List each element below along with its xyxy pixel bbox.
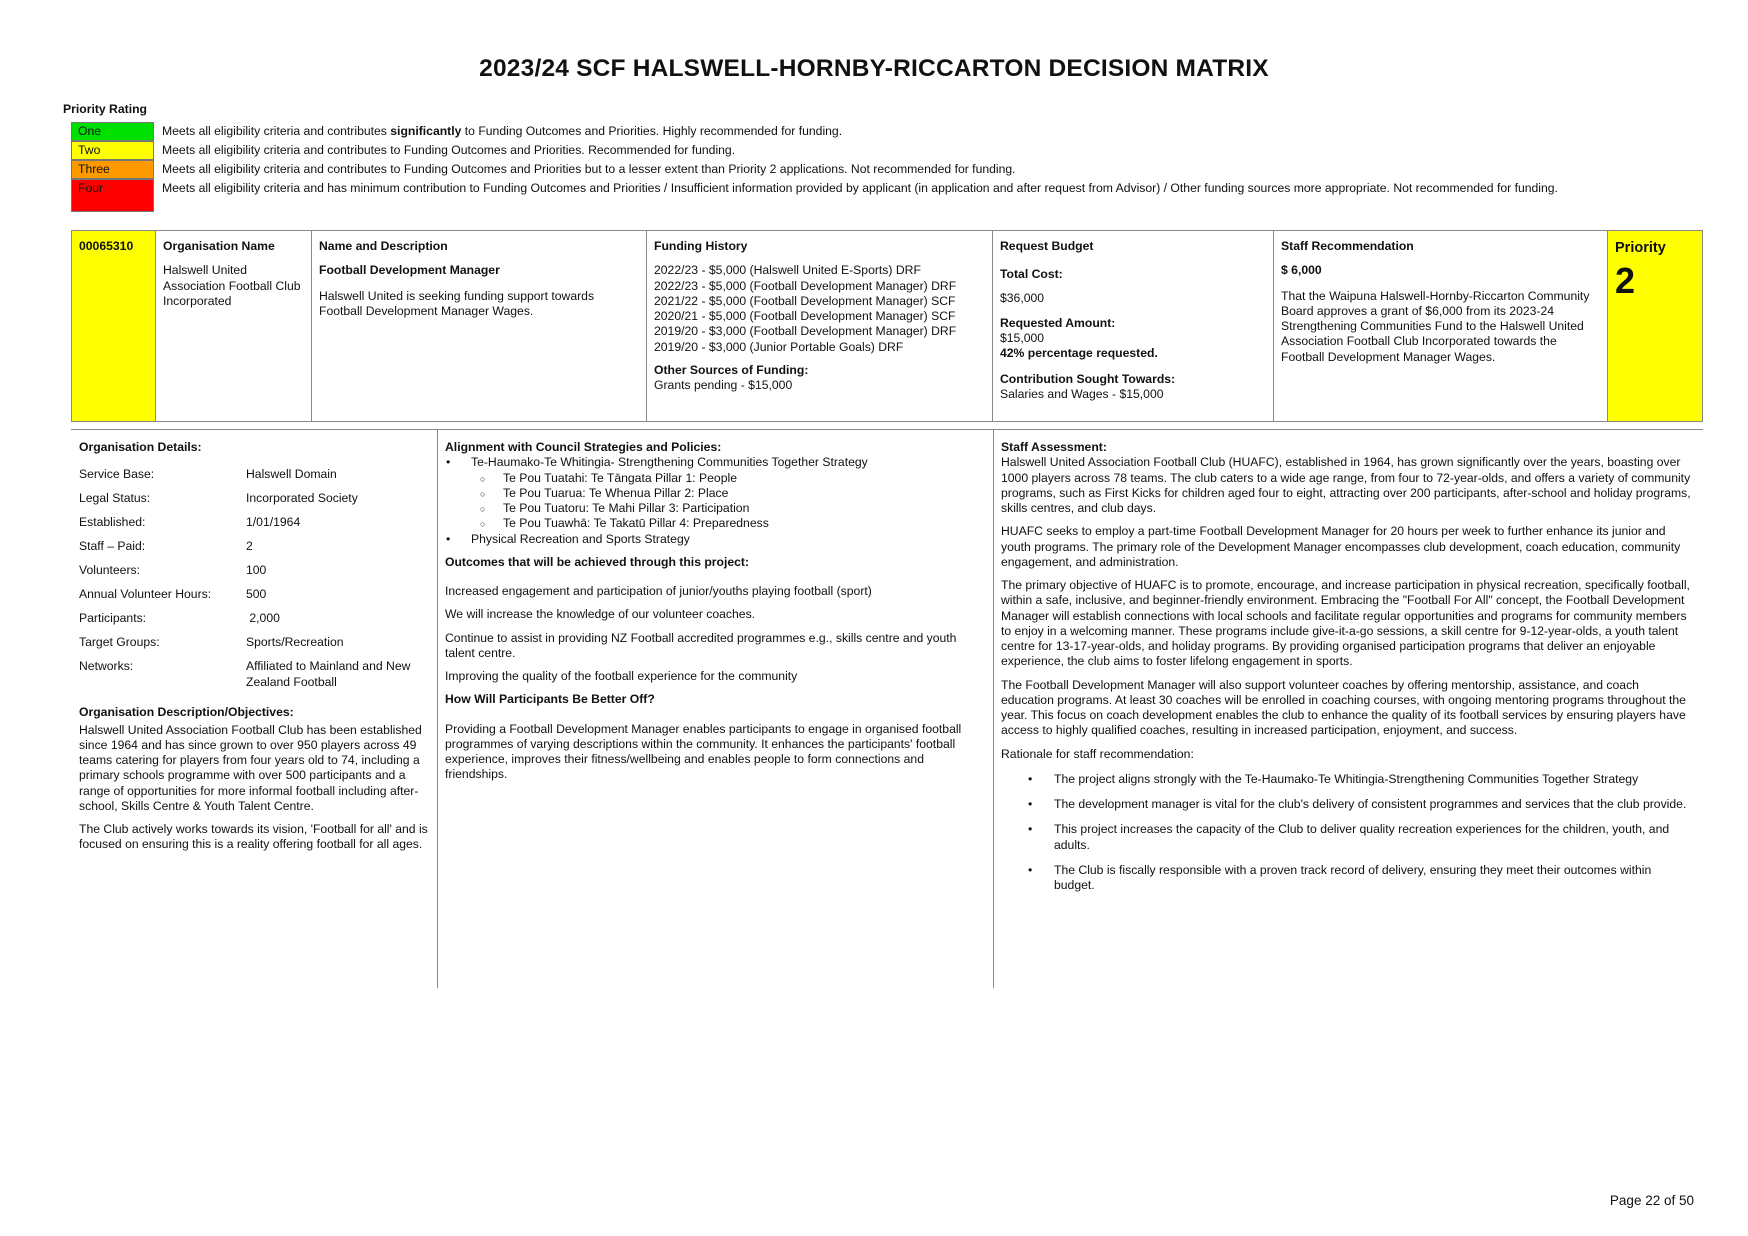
detail-row <box>79 587 429 611</box>
priority-legend-row <box>71 141 1651 160</box>
funding-history-item: 2020/21 - $5,000 (Football Development Manager) SCF <box>654 309 956 323</box>
detail-row <box>79 539 429 563</box>
assessment-paragraph: The primary objective of HUAFC is to promote, encourage, and increase participation in physical recreation, specifically football, within a safe, inclusive, and beginner-friendly environment. Embracing the "Football For All" concept, the Football Development Manager will establish connections with local schools and facilitate regular opportunities and programs for community members to enjoy in a welcoming manner. These programs include give-it-a-go sessions, a skill centre for 9-12-year-olds, a youth talent centre for 13-17-year-olds, and holiday programs. By providing organised participation programs that deliver an enjoyable experience, the club aims to foster lifelong engagement in sports. <box>1001 578 1690 669</box>
rationale-item: • The development manager is vital for the club's delivery of consistent programmes and services that the club provide. <box>1001 797 1695 812</box>
detail-key: Service Base: <box>79 467 155 482</box>
detail-row <box>79 467 429 491</box>
funding-history-item: 2019/20 - $3,000 (Football Development Manager) DRF <box>654 324 957 339</box>
page-title: 2023/24 SCF HALSWELL-HORNBY-RICCARTON DECISION MATRIX <box>479 55 1269 82</box>
detail-key: Volunteers: <box>79 563 140 578</box>
detail-row <box>79 611 429 635</box>
organisation-name: Halswell United Association Football Club Incorporated <box>163 263 301 308</box>
staff-assessment-column <box>1001 440 1695 903</box>
request-budget-cell <box>993 231 1274 421</box>
priority-three-swatch: Three <box>71 160 154 179</box>
funding-history-item: 2022/23 - $5,000 (Halswell United E-Sports) DRF <box>654 263 921 278</box>
outcome-item: Increased engagement and participation of junior/youths playing football (sport) <box>445 584 872 598</box>
priority-two-swatch: Two <box>71 141 154 160</box>
detail-key: Established: <box>79 515 146 530</box>
detail-row <box>79 491 429 515</box>
pillar-item: ○ Te Pou Tuawhā: Te Takatū Pillar 4: Preparedness <box>445 516 973 531</box>
organisation-details-column <box>79 440 429 861</box>
assessment-paragraph: The Football Development Manager will also support volunteer coaches by offering mentorship, assistance, and coach education programs. At least 30 coaches will be enrolled in coaching courses, with ongoing mentoring programs throughout the year. This focus on coach development enables the club to enhance the quality of its football services by ensuring players have access to highly qualified coaches, resulting in increased participation, enjoyment, and success. <box>1001 677 1686 738</box>
total-cost-label: Total Cost: <box>1000 267 1063 282</box>
priority-rating-heading: Priority Rating <box>63 102 147 116</box>
staff-recommendation-text: That the Waipuna Halswell-Hornby-Riccarton Community Board approves a grant of $6,000 from its 2023-24 Strengthening Communities Fund to the Halswell United Association Football Club Incorporated towards the Football Development Manager Wages. <box>1281 288 1590 364</box>
detail-key: Participants: <box>79 611 147 626</box>
outcome-item: We will increase the knowledge of our volunteer coaches. <box>445 607 756 622</box>
priority-legend-row <box>71 160 1651 179</box>
project-description: Halswell United is seeking funding support towards Football Development Manager Wages. <box>319 288 595 318</box>
requested-amount-value: $15,000 <box>1000 331 1045 345</box>
organisation-name-header: Organisation Name <box>163 239 275 253</box>
organisation-description-paragraph: Halswell United Association Football Club has been established since 1964 and has since grown to over 950 players across 49 teams catering for players from four years old to 74, including a primary schools programme with over 500 participants and a range of opportunities for more informal football including after-school, Skills Centre & Youth Talent Centre. <box>79 722 422 813</box>
rationale-list <box>1001 772 1695 894</box>
assessment-paragraph: Halswell United Association Football Club (HUAFC), established in 1964, has grown significantly over the years, boasting over 1000 players across 78 teams. The club caters to a wide age range, from four to 72-year-olds, and offers a variety of community programs, such as First Kicks for children aged four to eight, attracting over 200 participants, after-school and holiday programs, skills centres, and club days. <box>1001 455 1691 515</box>
column-divider <box>993 430 994 988</box>
percentage-requested: 42% percentage requested. <box>1000 346 1158 361</box>
detail-value: 1/01/1964 <box>246 515 301 530</box>
pillar-list <box>445 471 973 532</box>
assessment-paragraph: HUAFC seeks to employ a part-time Football Development Manager for 20 hours per week to further enhance its junior and youth programs. The primary role of the Development Manager encompasses club development, coach education, community engagement, and administration. <box>1001 524 1681 569</box>
alignment-column <box>445 440 973 791</box>
priority-header: Priority <box>1615 240 1666 256</box>
staff-assessment-heading: Staff Assessment: <box>1001 440 1107 454</box>
detail-value: Halswell Domain <box>246 467 337 482</box>
detail-value: Sports/Recreation <box>246 635 344 650</box>
detail-key: Networks: <box>79 659 134 674</box>
priority-four-text: Meets all eligibility criteria and has minimum contribution to Funding Outcomes and Priorities / Insufficient information provided by applicant (in application and after request from Advisor) / Other funding sources more appropriate. Not recommended for funding. <box>162 181 1558 195</box>
detail-row <box>79 563 429 587</box>
priority-value: 2 <box>1615 260 1636 302</box>
column-divider <box>437 430 438 988</box>
detail-value: Affiliated to Mainland and New Zealand Football <box>246 659 411 689</box>
rationale-heading: Rationale for staff recommendation: <box>1001 746 1194 761</box>
detail-key: Staff – Paid: <box>79 539 146 554</box>
contribution-label: Contribution Sought Towards: <box>1000 371 1176 386</box>
priority-one-swatch: One <box>71 122 154 141</box>
priority-legend-row <box>71 179 1651 212</box>
application-id: 00065310 <box>72 231 156 421</box>
pillar-item: ○ Te Pou Tuarua: Te Whenua Pillar 2: Place <box>445 486 973 501</box>
section-divider <box>71 429 1703 430</box>
priority-four-swatch: Four <box>71 179 154 212</box>
pillar-item: ○ Te Pou Tuatoru: Te Mahi Pillar 3: Participation <box>445 501 973 516</box>
detail-value: Incorporated Society <box>246 491 358 506</box>
priority-cell <box>1608 231 1702 421</box>
organisation-details-heading: Organisation Details: <box>79 440 202 454</box>
priority-two-text: Meets all eligibility criteria and contributes to Funding Outcomes and Priorities. Recommended for funding. <box>162 143 736 157</box>
detail-value: 2 <box>246 539 253 554</box>
other-sources-value: Grants pending - $15,000 <box>654 378 793 392</box>
funding-history-item: 2021/22 - $5,000 (Football Development Manager) SCF <box>654 293 956 308</box>
staff-recommendation-cell <box>1274 231 1608 421</box>
detail-row <box>79 659 429 697</box>
strategy-item: • Physical Recreation and Sports Strategy <box>445 532 973 547</box>
staff-recommendation-amount: $ 6,000 <box>1281 263 1322 278</box>
outcome-item: Continue to assist in providing NZ Football accredited programmes e.g., skills centre and youth talent centre. <box>445 630 957 660</box>
detail-key: Target Groups: <box>79 635 160 650</box>
funding-history-item: 2019/20 - $3,000 (Junior Portable Goals) DRF <box>654 339 904 354</box>
organisation-description-paragraph: The Club actively works towards its vision, 'Football for all' and is focused on ensuring this is a reality offering football for all ages. <box>79 822 428 852</box>
legend-text-bold: significantly <box>390 124 462 138</box>
rationale-item: • The Club is fiscally responsible with a proven track record of delivery, ensuring they meet their outcomes within budget. <box>1001 863 1695 894</box>
detail-value: 2,000 <box>246 611 280 626</box>
better-off-heading: How Will Participants Be Better Off? <box>445 692 655 707</box>
request-budget-header: Request Budget <box>1000 239 1094 253</box>
project-title: Football Development Manager <box>319 263 500 278</box>
contribution-value: Salaries and Wages - $15,000 <box>1000 386 1164 401</box>
strategy-list <box>445 455 973 547</box>
outcome-item: Improving the quality of the football experience for the community <box>445 669 798 683</box>
priority-legend <box>71 122 1651 212</box>
legend-text-part: Meets all eligibility criteria and contributes <box>162 124 391 138</box>
pillar-item: ○ Te Pou Tuatahi: Te Tāngata Pillar 1: People <box>445 471 973 486</box>
detail-value: 100 <box>246 563 267 578</box>
name-description-header: Name and Description <box>319 239 448 253</box>
alignment-heading: Alignment with Council Strategies and Policies: <box>445 440 722 454</box>
detail-value: 500 <box>246 587 267 602</box>
better-off-text: Providing a Football Development Manager enables participants to engage in organised football programmes of varying descriptions within the community. It enhances the participants' football experience, improves their fitness/wellbeing and enables people to form connections and friendships. <box>445 721 962 782</box>
total-cost-value: $36,000 <box>1000 290 1045 305</box>
other-sources-label: Other Sources of Funding: <box>654 362 809 377</box>
application-summary-table <box>71 230 1703 422</box>
organisation-name-cell <box>156 231 312 421</box>
priority-one-text <box>154 122 1644 139</box>
organisation-description-heading: Organisation Description/Objectives: <box>79 705 294 720</box>
detail-row <box>79 635 429 659</box>
rationale-item: • This project increases the capacity of the Club to deliver quality recreation experiences for the children, youth, and adults. <box>1001 822 1695 853</box>
funding-history-header: Funding History <box>654 239 748 253</box>
rationale-item: • The project aligns strongly with the Te-Haumako-Te Whitingia-Strengthening Communities Together Strategy <box>1001 772 1695 787</box>
staff-recommendation-header: Staff Recommendation <box>1281 239 1414 253</box>
detail-row <box>79 515 429 539</box>
name-description-cell <box>312 231 647 421</box>
strategy-name: Te-Haumako-Te Whitingia- Strengthening Communities Together Strategy <box>471 455 868 470</box>
strategy-item <box>445 455 973 531</box>
detail-key: Legal Status: <box>79 491 151 506</box>
detail-key: Annual Volunteer Hours: <box>79 587 212 602</box>
outcomes-heading: Outcomes that will be achieved through this project: <box>445 554 750 569</box>
requested-amount-label: Requested Amount: <box>1000 315 1116 330</box>
funding-history-cell <box>647 231 993 421</box>
funding-history-item: 2022/23 - $5,000 (Football Development Manager) DRF <box>654 278 957 293</box>
priority-legend-row <box>71 122 1651 141</box>
priority-three-text: Meets all eligibility criteria and contributes to Funding Outcomes and Priorities but to a lesser extent than Priority 2 applications. Not recommended for funding. <box>162 162 1016 176</box>
legend-text-part: to Funding Outcomes and Priorities. Highly recommended for funding. <box>461 124 843 138</box>
page-number: Page 22 of 50 <box>1609 1193 1694 1208</box>
